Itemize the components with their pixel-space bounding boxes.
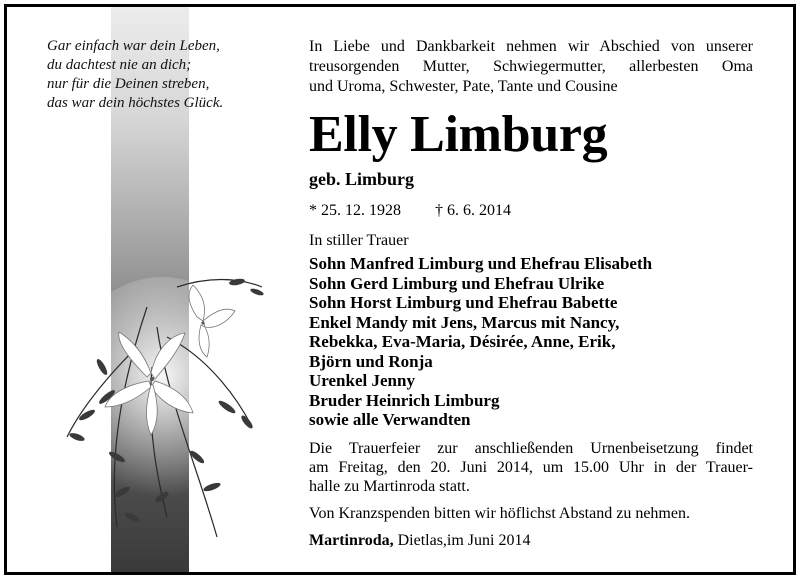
mourner-line: Björn und Ronja — [309, 351, 433, 371]
poem-line: Gar einfach war dein Leben, — [47, 38, 220, 54]
life-dates — [309, 201, 753, 221]
mourner-line: Sohn Manfred Limburg und Ehefrau Elisabeth — [309, 254, 653, 273]
poem-line: du dachtest nie an dich; — [47, 57, 192, 73]
place-rest: Dietlas,im Juni 2014 — [393, 531, 531, 549]
mourner-line: Bruder Heinrich Limburg — [309, 390, 500, 410]
ceremony-line: Die Trauerfeier zur anschließenden Urnenbeisetzung findet — [309, 439, 753, 457]
ceremony-line: am Freitag, den 20. Juni 2014, um 15.00 Uhr in der Trauer- — [309, 458, 753, 476]
ceremony-line: halle zu Martinroda statt. — [309, 477, 470, 495]
mourner-line: Sohn Gerd Limburg und Ehefrau Ulrike — [309, 273, 605, 293]
ceremony-info — [309, 439, 753, 496]
birth-date: * 25. 12. 1928 — [309, 202, 401, 219]
intro-line: und Uroma, Schwester, Pate, Tante und Cousine — [309, 78, 618, 95]
obituary-frame — [4, 4, 796, 575]
obituary-text — [309, 37, 753, 550]
mourner-line: Sohn Horst Limburg und Ehefrau Babette — [309, 293, 618, 312]
deceased-name: Elly Limburg — [309, 106, 608, 163]
mourner-line: Enkel Mandy mit Jens, Marcus mit Nancy, — [309, 312, 620, 332]
mourner-line: Rebekka, Eva-Maria, Désirée, Anne, Erik, — [309, 332, 616, 351]
place-town: Martinroda, — [309, 531, 394, 549]
lily-flower-bouquet-icon — [47, 247, 277, 547]
poem-line: nur für die Deinen streben, — [47, 76, 210, 92]
wreath-note: Von Kranzspenden bitten wir höflichst Abstand zu nehmen. — [309, 504, 690, 522]
birth-name: geb. Limburg — [309, 169, 415, 189]
death-date: † 6. 6. 2014 — [435, 202, 511, 219]
mourning-intro: In stiller Trauer — [309, 232, 409, 249]
intro-line: In Liebe und Dankbarkeit nehmen wir Abschied von unserer — [309, 38, 753, 55]
mourner-line: sowie alle Verwandten — [309, 410, 471, 429]
poem-line: das war dein höchstes Glück. — [47, 95, 224, 111]
poem — [47, 37, 287, 113]
intro-line: treusorgenden Mutter, Schwiegermutter, allerbesten Oma — [309, 58, 753, 75]
place-date — [309, 531, 753, 550]
mourner-line: Urenkel Jenny — [309, 371, 415, 390]
mourners-list — [309, 254, 753, 430]
